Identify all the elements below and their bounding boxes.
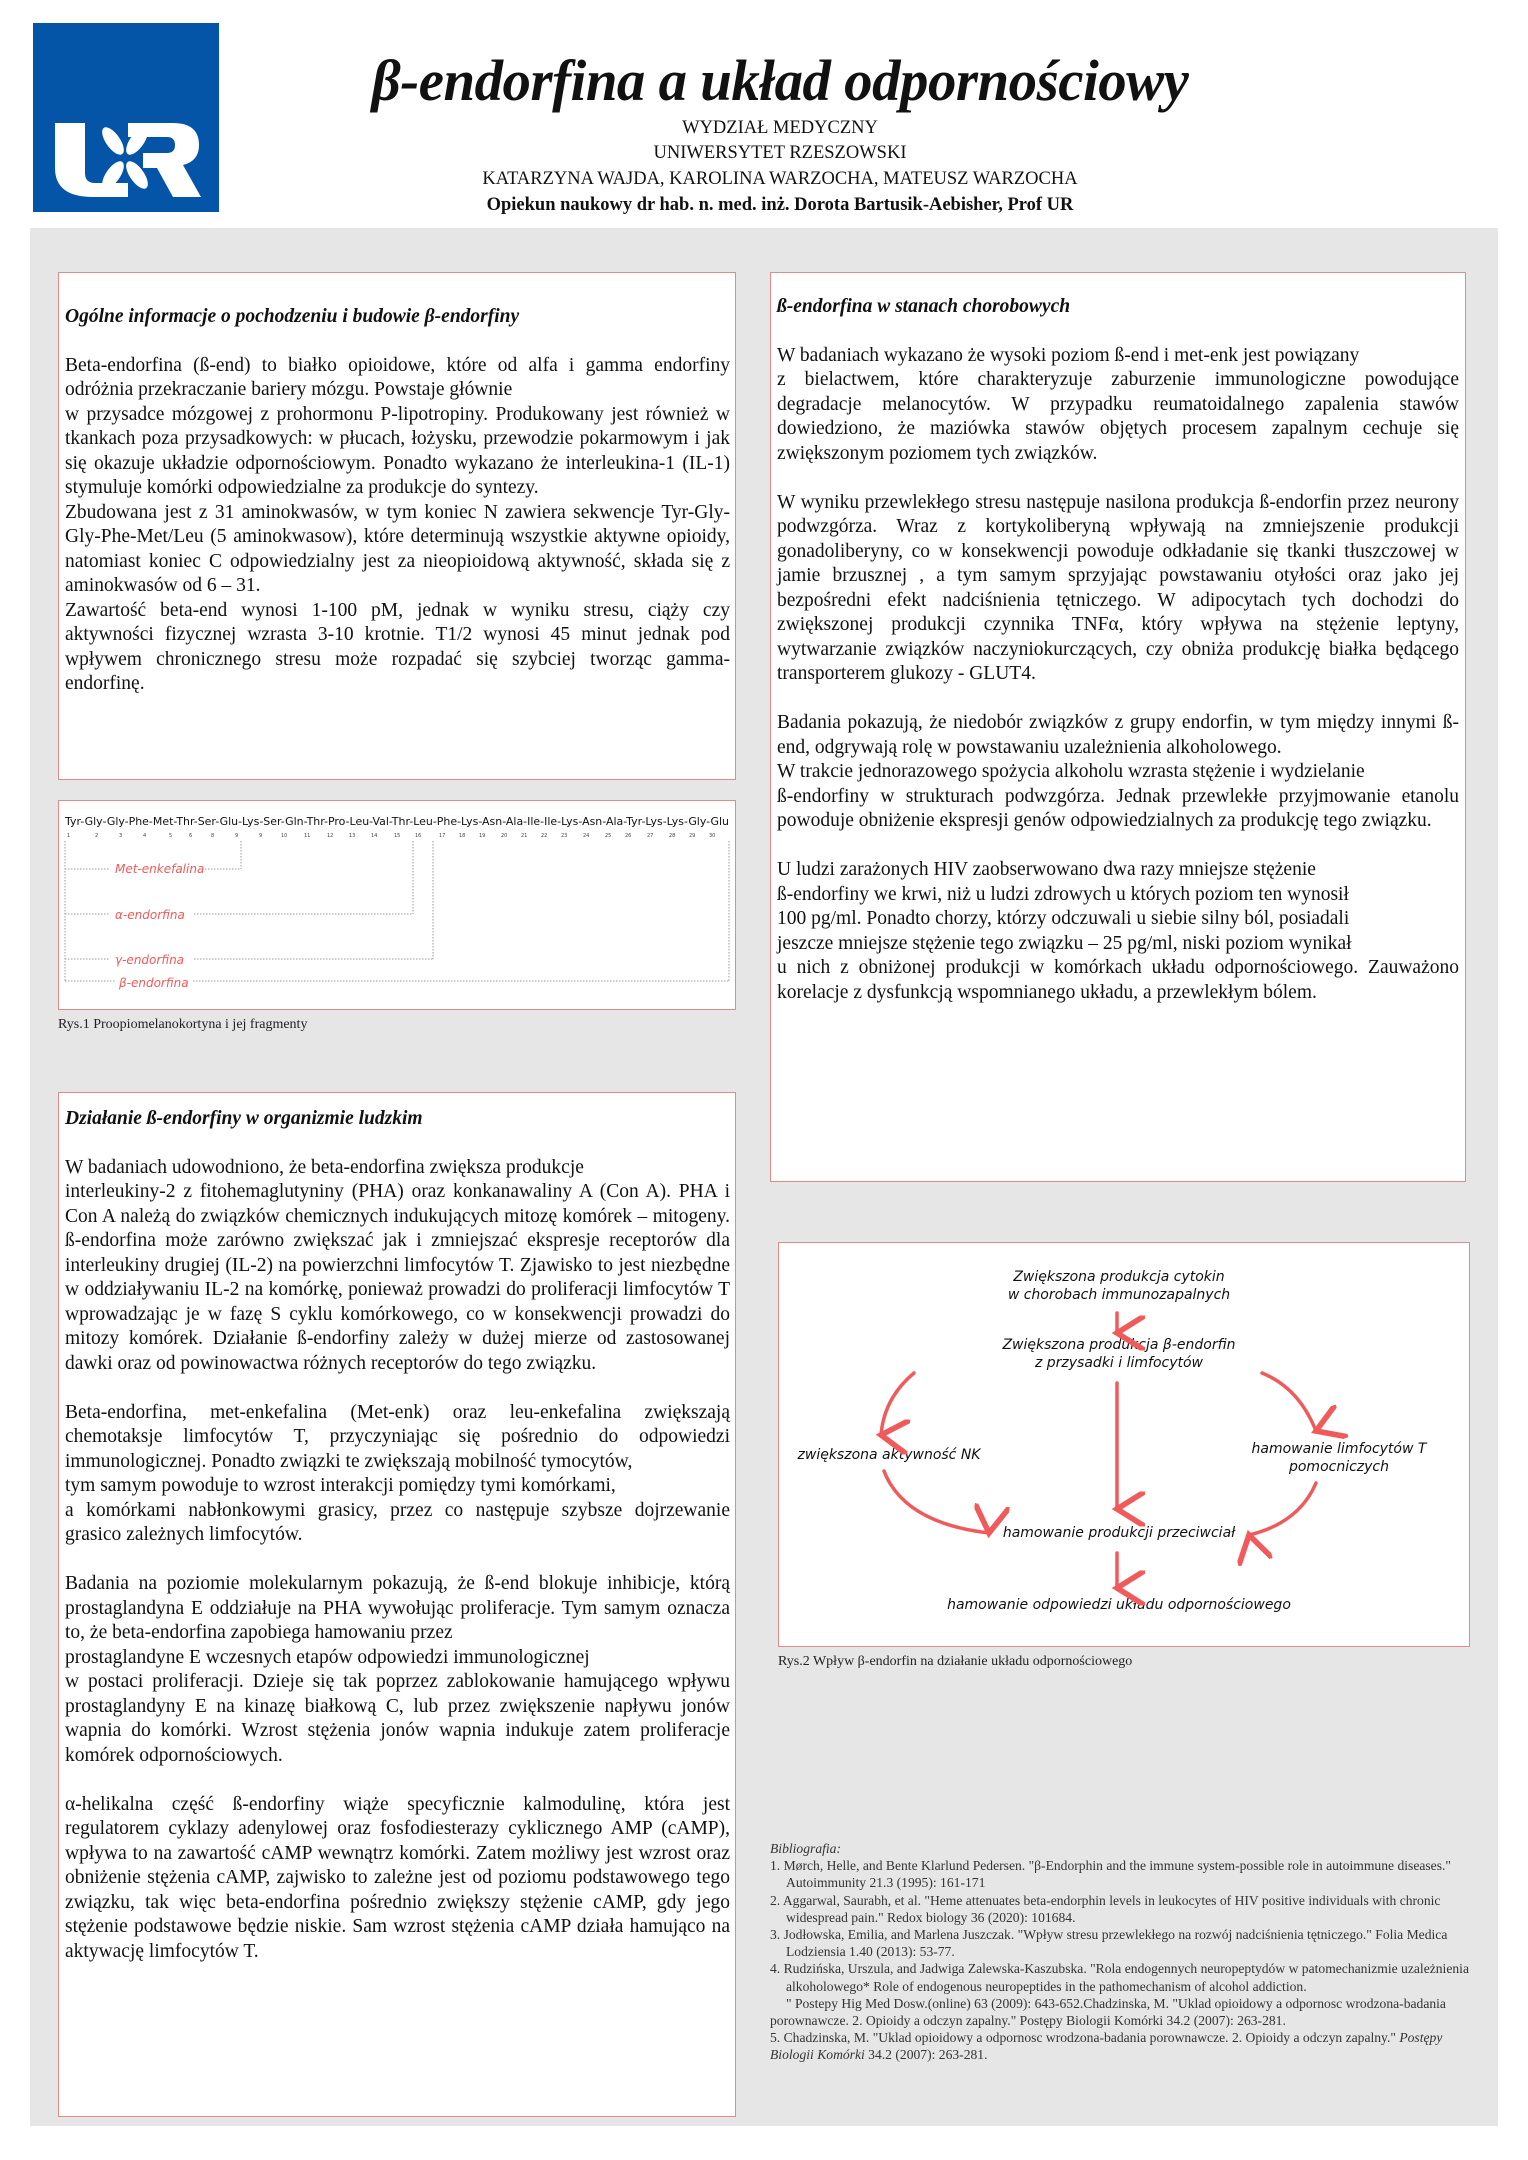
supervisor: Opiekun naukowy dr hab. n. med. inż. Dorota Bartusik-Aebisher, Prof UR: [486, 195, 1074, 215]
svg-text:19: 19: [479, 833, 486, 839]
svg-text:2: 2: [95, 833, 99, 839]
node-immune-response: hamowanie odpowiedzi układu odpornościowego: [947, 1597, 1291, 1613]
bibliography: [770, 1840, 1470, 2064]
ur-logo-icon: [33, 23, 219, 212]
poster-title: β-endorfina a układ odpornościowy: [371, 48, 1189, 113]
node-cytokines: Zwiększona produkcja cytokin: [1013, 1269, 1225, 1285]
paragraph: w przysadce mózgowej z prohormonu P-lipotropiny. Produkowany jest również w tkankach poza przysadkowych: w płucach, łożysku, przewodzie pokarmowym i jak się okazuje układzie odpornościowym. Ponadto wykazano że interleukina-1 (IL-1) stymuluje komórki odpowiedzialne za produkcje do syntezy.: [65, 403, 730, 498]
svg-text:29: 29: [689, 833, 696, 839]
svg-text:21: 21: [521, 833, 528, 839]
svg-text:9: 9: [235, 833, 239, 839]
svg-text:18: 18: [459, 833, 466, 839]
section-heading: Ogólne informacje o pochodzeniu i budowie β-endorfiny: [65, 306, 520, 327]
svg-text:5: 5: [169, 833, 173, 839]
svg-text:24: 24: [583, 833, 590, 839]
paragraph: a komórkami nabłonkowymi grasicy, przez co następuje szybsze dojrzewanie grasico zależnych limfocytów.: [65, 1499, 730, 1545]
figure-pomc-fragments: [58, 800, 736, 1010]
paragraph: W wyniku przewlekłego stresu następuje nasilona produkcja ß-endorfin przez neurony podwzgórza. Wraz z kortykoliberyną wpływają na zmniejszenie produkcji gonadoliberyny, co w konsekwencji powoduje odkładanie się tkanki tłuszczowej w jamie brzusznej , a tym samym sprzyjając powstawaniu otyłości oraz jako jej bezpośredni efekt nadciśnienia tętniczego. W adipocytach tych dochodzi do zwiększonej produkcji czynnika TNFα, który wpływa na stężenie leptyny, wytwarzanie związków naczyniokurczących, czy obniża produkcję białka będącego transporterem glukozy - GLUT4.: [777, 491, 1459, 684]
svg-text:3: 3: [119, 833, 123, 839]
svg-text:11: 11: [304, 833, 311, 839]
fragment-label: Met-enkefalina: [115, 862, 205, 876]
paragraph: Zbudowana jest z 31 aminokwasów, w tym koniec N zawiera sekwencje Tyr-Gly-Gly-Phe-Met/Leu (5 aminokwasow), które determinują wszystkie aktywne opioidy, natomiast koniec C odpowiedzialny jest za nieopioidową aktywność, składa się z aminokwasów od 6 – 31.: [65, 501, 730, 596]
paragraph: W badaniach udowodniono, że beta-endorfina zwiększa produkcje: [65, 1156, 584, 1178]
svg-text:10: 10: [281, 833, 288, 839]
svg-text:26: 26: [625, 833, 632, 839]
svg-text:30: 30: [709, 833, 716, 839]
section-general-info: [58, 272, 736, 780]
svg-text:25: 25: [605, 833, 612, 839]
university-name: UNIWERSYTET RZESZOWSKI: [653, 143, 907, 163]
svg-text:4: 4: [143, 833, 147, 839]
paragraph: ß-endorfiny we krwi, niż u ludzi zdrowych u których poziom ten wynosił: [777, 883, 1349, 905]
svg-text:22: 22: [541, 833, 548, 839]
svg-text:13: 13: [349, 833, 356, 839]
paragraph: jeszcze mniejsze stężenie tego związku – 25 pg/ml, niski poziom wynikał: [777, 932, 1352, 954]
svg-text:1: 1: [67, 833, 71, 839]
reference-item: 2. Aggarwal, Saurabh, et al. "Heme attenuates beta-endorphin levels in leukocytes of HIV positive individuals with chronic widespread pain." Redox biology 36 (2020): 101684.: [770, 1892, 1441, 1925]
node-t-helper: hamowanie limfocytów T: [1251, 1441, 1427, 1457]
svg-text:8: 8: [211, 833, 215, 839]
figure-immune-effects: [778, 1242, 1470, 1647]
reference-item-continuation: " Postepy Hig Med Dosw.(online) 63 (2009): 643-652.Chadzinska, M. "Uklad opioidowy a odpornosc wrodzona-badania porownawcze. 2. Opioidy a odczyn zapalny." Postępy Biologii Komórki 34.2 (2007): 263-281.: [770, 1995, 1446, 2029]
paragraph: W trakcie jednorazowego spożycia alkoholu wzrasta stężenie i wydzielanie: [777, 761, 1365, 782]
node-beta-endorphin: Zwiększona produkcja β-endorfin: [1002, 1337, 1236, 1353]
paragraph: Badania na poziomie molekularnym pokazują, że ß-end blokuje inhibicje, którą prostaglandyna E oddziałuje na PHA wywołując proliferacje. Tym samym oznacza to, że beta-endorfina zapobiega hamowaniu przez: [65, 1573, 730, 1643]
fragment-label: β-endorfina: [119, 976, 189, 990]
svg-text:17: 17: [439, 833, 446, 839]
paragraph: prostaglandyne E wczesnych etapów odpowiedzi immunologicznej: [65, 1646, 590, 1668]
paragraph: Zawartość beta-end wynosi 1-100 pM, jednak w wyniku stresu, ciąży czy aktywności fizycznej wzrasta 3-10 krotnie. T1/2 wynosi 45 minut jednak pod wpływem chronicznego stresu może rozpadać się szybciej tworząc gamma-endorfinę.: [65, 599, 730, 694]
svg-text:20: 20: [501, 833, 508, 839]
svg-text:28: 28: [669, 833, 676, 839]
svg-text:27: 27: [647, 833, 654, 839]
section-action: [58, 1092, 736, 2117]
svg-text:15: 15: [394, 833, 401, 839]
reference-item: 1. Mørch, Helle, and Bente Klarlund Pedersen. "β-Endorphin and the immune system-possible role in autoimmune diseases." Autoimmunity 21.3 (1995): 161-171: [770, 1858, 1451, 1891]
section-heading: Działanie ß-endorfiny w organizmie ludzkim: [65, 1108, 423, 1129]
reference-item: [770, 2029, 1470, 2063]
svg-text:16: 16: [415, 833, 422, 839]
paragraph: 100 pg/ml. Ponadto chorzy, którzy odczuwali u siebie silny ból, posiadali: [777, 908, 1350, 929]
node-beta-endorphin-line2: z przysadki i limfocytów: [1034, 1355, 1204, 1371]
svg-text:9: 9: [259, 833, 263, 839]
pomc-sequence-diagram: [59, 801, 735, 1009]
figure2-caption: Rys.2 Wpływ β-endorfin na działanie układu odpornościowego: [778, 1654, 1133, 1669]
university-logo: [33, 23, 219, 212]
reference-item: 4. Rudzińska, Urszula, and Jadwiga Zalewska-Kaszubska. "Rola endogennych neuropeptydów w patomechanizmie uzależnienia alkoholowego* Role of endogenous neuropeptides in the pathomechanism of alcohol addiction.: [770, 1961, 1469, 1994]
svg-text:12: 12: [327, 833, 334, 839]
reference-journal: Postępy Biologii Komórki: [770, 2030, 1443, 2063]
node-nk-activity: zwiększona aktywność NK: [797, 1447, 981, 1463]
fragment-label: α-endorfina: [115, 908, 185, 922]
authors: KATARZYNA WAJDA, KAROLINA WARZOCHA, MATEUSZ WARZOCHA: [482, 169, 1078, 189]
section-disease: [770, 272, 1466, 1182]
paragraph: w postaci proliferacji. Dzieje się tak poprzez zablokowanie hamującego wpływu prostaglandyny E na kinazę białkową C, lub przez zwiększenie napływu jonów wapnia do komórki. Wzrost stężenia jonów wapnia indukuje zatem proliferacje komórek odpornościowych.: [65, 1671, 730, 1766]
svg-text:23: 23: [561, 833, 568, 839]
fragment-label: γ-endorfina: [115, 953, 185, 967]
svg-text:6: 6: [189, 833, 193, 839]
node-antibodies: hamowanie produkcji przeciwciał: [1002, 1525, 1236, 1541]
reference-item: 3. Jodłowska, Emilia, and Marlena Juszczak. "Wpływ stresu przewlekłego na rozwój nadciśnienia tętniczego." Folia Medica Lodziensia 1.40 (2013): 53-77.: [770, 1927, 1448, 1960]
paragraph: interleukiny-2 z fitohemaglutyniny (PHA) oraz konkanawaliny A (Con A). PHA i Con A należą do związków chemicznych indukujących mitozę komórek – mitogeny. ß-endorfina może zarówno zwiększać jak i zmniejszać ekspresje receptorów dla interleukiny drugiej (IL-2) na powierzchni limfocytów T. Zjawisko to jest niezbędne w oddziaływaniu IL-2 na komórkę, ponieważ prowadzi do proliferacji limfocytów T wprowadzając je w fazę S cyklu komórkowego, co w konsekwencji prowadzi do mitozy komórek. Działanie ß-endorfiny zależy w dużej mierze od zastosowanej dawki oraz od powinowactwa różnych receptorów do tego związku.: [65, 1181, 730, 1374]
bibliography-heading: Bibliografia:: [770, 1841, 841, 1856]
paragraph: tym samym powoduje to wzrost interakcji pomiędzy tymi komórkami,: [65, 1475, 616, 1496]
reference-text: 5. Chadzinska, M. "Uklad opioidowy a odpornosc wrodzona-badania porownawcze. 2. Opioidy a odczyn zapalny.": [770, 2030, 1400, 2046]
paragraph: z bielactwem, które charakteryzuje zaburzenie immunologiczne powodujące degradacje melanocytów. W przypadku reumatoidalnego zapalenia stawów dowiedziono, że maziówka stawów objętych procesem zapalnym cechuje się zwiększonym poziomem tych związków.: [777, 369, 1459, 464]
paragraph: α-helikalna część ß-endorfiny wiąże specyficznie kalmodulinę, która jest regulatorem cyklazy adenylowej oraz fosfodiesterazy cyklicznego AMP (cAMP), wpływa to na zawartość cAMP wewnątrz komórki. Zatem możliwy jest wzrost oraz obniżenie stężenia cAMP, zajwisko to zależne jest od poziomu podstawowego tego związku, tak więc beta-endorfina pośrednio zwiększy stężenie cAMP, gdy jego stężenie podstawowe będzie niskie. Sam wzrost stężenia cAMP działa hamująco na aktywację limfocytów T.: [65, 1793, 730, 1962]
faculty-name: WYDZIAŁ MEDYCZNY: [682, 118, 878, 138]
immune-flow-diagram: [779, 1243, 1469, 1646]
amino-acid-sequence: Tyr-Gly-Gly-Phe-Met-Thr-Ser-Glu-Lys-Ser-Gln-Thr-Pro-Leu-Val-Thr-Leu-Phe-Lys-Asn-Ala-Ile-Ile-Lys-Asn-Ala-Tyr-Lys-Lys-Gly-Glu: [63, 816, 730, 828]
paragraph: Badania pokazują, że niedobór związków z grupy endorfin, w tym między innymi ß- end, odgrywają rolę w powstawaniu uzależnienia alkoholowego.: [777, 712, 1459, 758]
reference-text: 34.2 (2007): 263-281.: [864, 2047, 988, 2063]
paragraph: ß-endorfiny w strukturach podwzgórza. Jednak przewlekłe przyjmowanie etanolu powoduje obniżenie ekspresji genów odpowiedzialnych za produkcję tego związku.: [777, 785, 1459, 831]
node-cytokines-line2: w chorobach immunozapalnych: [1007, 1287, 1231, 1303]
figure1-caption: Rys.1 Proopiomelanokortyna i jej fragmenty: [58, 1017, 308, 1032]
paragraph: Beta-endorfina (ß-end) to białko opioidowe, które od alfa i gamma endorfiny odróżnia przekraczanie bariery mózgu. Powstaje głównie: [65, 354, 730, 400]
paragraph: U ludzi zarażonych HIV zaobserwowano dwa razy mniejsze stężenie: [777, 859, 1316, 880]
paragraph: u nich z obniżonej produkcji w komórkach układu odpornościowego. Zauważono korelacje z dysfunkcją wspomnianego układu, a przewlekłym bólem.: [777, 957, 1459, 1003]
paragraph: Beta-endorfina, met-enkefalina (Met-enk) oraz leu-enkefalina zwiększają chemotaksje limfocytów T, przyczyniając się pośrednio do odpowiedzi immunologicznej. Ponadto związki te zwiększają mobilność tymocytów,: [65, 1401, 730, 1472]
section-heading: ß-endorfina w stanach chorobowych: [777, 296, 1071, 317]
node-t-helper-line2: pomocniczych: [1288, 1459, 1390, 1475]
svg-text:14: 14: [371, 833, 378, 839]
paragraph: W badaniach wykazano że wysoki poziom ß-end i met-enk jest powiązany: [777, 344, 1360, 366]
